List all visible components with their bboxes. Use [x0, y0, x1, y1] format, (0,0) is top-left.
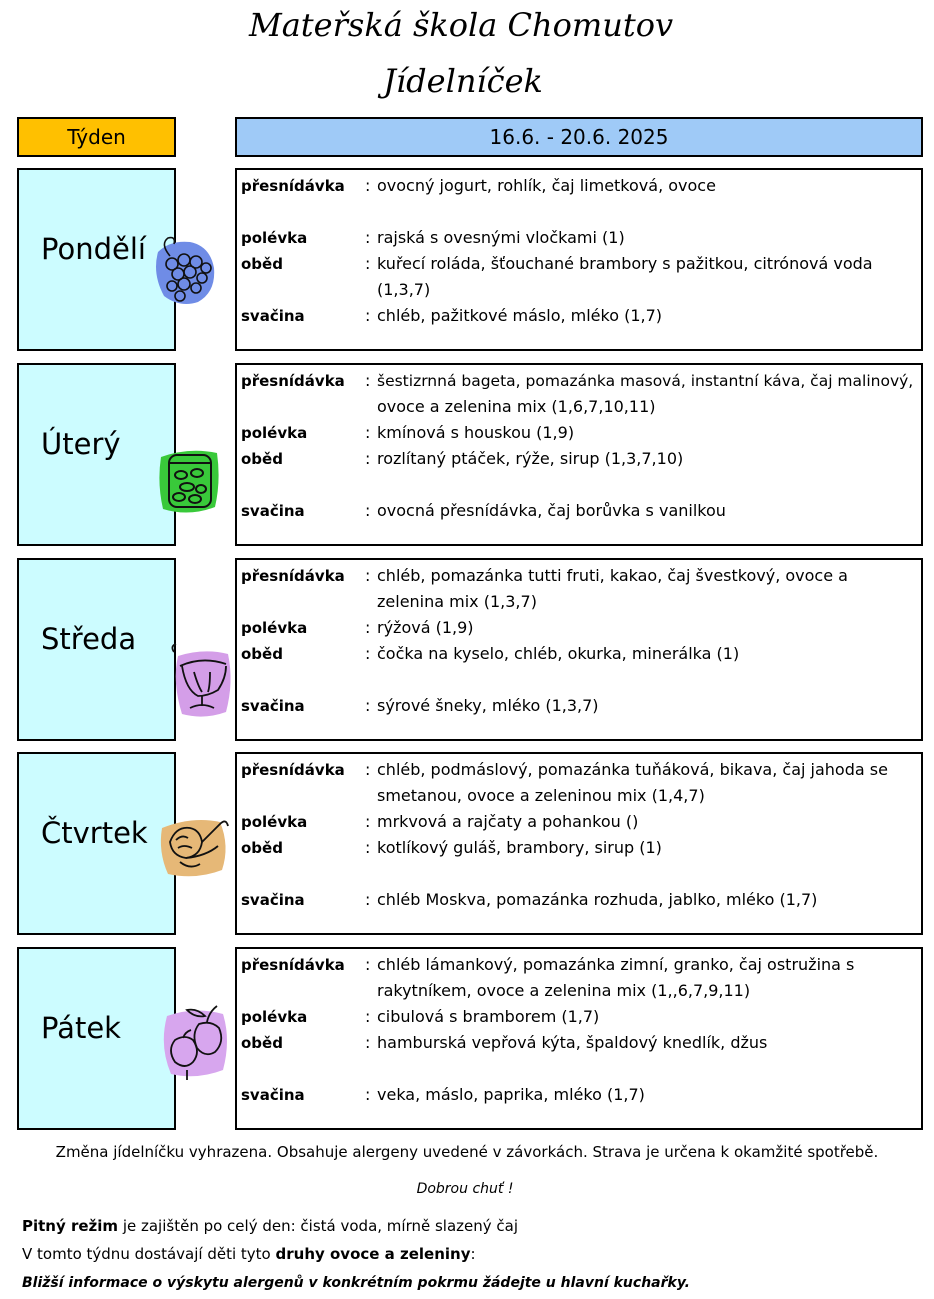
meal-text-line: smetanou, ovoce a zeleninou mix (1,4,7) — [377, 786, 705, 805]
day-name: Středa — [41, 622, 137, 656]
meal-text — [377, 420, 925, 446]
meal-label: polévka — [241, 229, 308, 247]
fruit-note-bold: druhy ovoce a zeleniny — [275, 1245, 471, 1263]
meal-text — [377, 303, 925, 329]
meal-label: svačina — [241, 502, 305, 520]
separator-colon: : — [365, 566, 371, 585]
allergen-info: Bližší informace o výskytu alergenů v konkrétním pokrmu žádejte u hlavní kuchařky. — [22, 1275, 690, 1291]
meal-text — [377, 641, 925, 667]
meal-text-line: ovoce a zelenina mix (1,6,7,10,11) — [377, 397, 656, 416]
day-box — [17, 947, 176, 1130]
separator-colon: : — [365, 501, 371, 520]
meal-text-line: veka, máslo, paprika, mléko (1,7) — [377, 1085, 645, 1104]
separator-colon: : — [365, 423, 371, 442]
menu-notice: Změna jídelníčku vyhrazena. Obsahuje alergeny uvedené v závorkách. Strava je určena k okamžité spotřebě. — [55, 1143, 879, 1161]
cornucopia-icon — [156, 812, 236, 886]
meal-text — [377, 446, 925, 472]
meal-text — [377, 563, 925, 615]
separator-colon: : — [365, 449, 371, 468]
meal-label: přesnídávka — [241, 177, 345, 195]
menu-box — [235, 168, 923, 351]
meal-text-line: chléb lámankový, pomazánka zimní, granko, čaj ostružina s — [377, 955, 855, 974]
sundae-icon — [168, 642, 238, 726]
day-name: Pátek — [41, 1011, 121, 1045]
meal-text — [377, 225, 925, 251]
meal-text — [377, 1030, 925, 1056]
meal-text — [377, 809, 925, 835]
separator-colon: : — [365, 838, 371, 857]
meal-text — [377, 368, 925, 420]
meal-text — [377, 173, 925, 199]
meal-text-line: mrkvová a rajčaty a pohankou () — [377, 812, 639, 831]
meal-text-line: chléb Moskva, pomazánka rozhuda, jablko, mléko (1,7) — [377, 890, 818, 909]
greeting: Dobrou chuť ! — [416, 1181, 514, 1197]
meal-label: oběd — [241, 839, 283, 857]
separator-colon: : — [365, 955, 371, 974]
fruit-note — [22, 1245, 476, 1263]
meal-text-line: cibulová s bramborem (1,7) — [377, 1007, 600, 1026]
meal-text-line: ovocný jogurt, rohlík, čaj limetková, ovoce — [377, 176, 716, 195]
drink-note-text: je zajištěn po celý den: čistá voda, mírně slazený čaj — [118, 1217, 519, 1235]
meal-text — [377, 251, 925, 303]
menu-box — [235, 947, 923, 1130]
grapes-icon — [150, 234, 220, 313]
meal-text-line: čočka na kyselo, chléb, okurka, minerálka (1) — [377, 644, 740, 663]
day-name: Pondělí — [41, 232, 146, 266]
separator-colon: : — [365, 1085, 371, 1104]
meal-text — [377, 615, 925, 641]
separator-colon: : — [365, 760, 371, 779]
meal-label: polévka — [241, 1008, 308, 1026]
meal-label: oběd — [241, 255, 283, 273]
meal-text — [377, 1004, 925, 1030]
week-label: Týden — [17, 117, 176, 157]
meal-text-line: chléb, podmáslový, pomazánka tuňáková, bikava, čaj jahoda se — [377, 760, 888, 779]
separator-colon: : — [365, 644, 371, 663]
meal-text-line: rozlítaný ptáček, rýže, sirup (1,3,7,10) — [377, 449, 684, 468]
meal-text — [377, 887, 925, 913]
menu-box — [235, 752, 923, 935]
apples-icon — [157, 996, 237, 1085]
separator-colon: : — [365, 1007, 371, 1026]
day-box — [17, 558, 176, 741]
meal-label: svačina — [241, 891, 305, 909]
fruit-note-end: : — [470, 1245, 476, 1263]
meal-text — [377, 952, 925, 1004]
meal-label: přesnídávka — [241, 567, 345, 585]
meal-label: přesnídávka — [241, 956, 345, 974]
meal-text — [377, 835, 925, 861]
meal-text-line: kotlíkový guláš, brambory, sirup (1) — [377, 838, 662, 857]
meal-text-line: ovocná přesnídávka, čaj borůvka s vanilkou — [377, 501, 726, 520]
meal-label: polévka — [241, 619, 308, 637]
meal-text-line: kmínová s houskou (1,9) — [377, 423, 575, 442]
day-box — [17, 363, 176, 546]
separator-colon: : — [365, 306, 371, 325]
separator-colon: : — [365, 228, 371, 247]
day-box — [17, 752, 176, 935]
meal-text-line: hamburská vepřová kýta, špaldový knedlík, džus — [377, 1033, 768, 1052]
meal-label: oběd — [241, 1034, 283, 1052]
meal-text — [377, 1082, 925, 1108]
day-name: Čtvrtek — [41, 816, 148, 850]
drink-note — [22, 1217, 518, 1235]
separator-colon: : — [365, 254, 371, 273]
day-name: Úterý — [41, 427, 121, 461]
meal-label: svačina — [241, 697, 305, 715]
separator-colon: : — [365, 890, 371, 909]
menu-title: Jídelníček — [383, 62, 543, 100]
week-range: 16.6. - 20.6. 2025 — [235, 117, 923, 157]
meal-text-line: šestizrnná bageta, pomazánka masová, instantní káva, čaj malinový, — [377, 372, 914, 390]
separator-colon: : — [365, 696, 371, 715]
meal-text-line: rajská s ovesnými vločkami (1) — [377, 228, 625, 247]
meal-label: oběd — [241, 645, 283, 663]
meal-text — [377, 757, 925, 809]
meal-label: svačina — [241, 307, 305, 325]
separator-colon: : — [365, 1033, 371, 1052]
school-title: Mateřská škola Chomutov — [248, 6, 674, 44]
meal-text-line: sýrové šneky, mléko (1,3,7) — [377, 696, 599, 715]
jar-icon — [155, 443, 225, 522]
drink-note-bold: Pitný režim — [22, 1217, 119, 1235]
meal-label: polévka — [241, 424, 308, 442]
meal-text-line: zelenina mix (1,3,7) — [377, 592, 537, 611]
meal-label: svačina — [241, 1086, 305, 1104]
meal-label: polévka — [241, 813, 308, 831]
meal-text-line: chléb, pomazánka tutti fruti, kakao, čaj švestkový, ovoce a — [377, 566, 848, 585]
menu-box — [235, 558, 923, 741]
meal-label: přesnídávka — [241, 372, 345, 390]
menu-box — [235, 363, 923, 546]
meal-text-line: (1,3,7) — [377, 280, 431, 299]
separator-colon: : — [365, 371, 371, 390]
meal-text — [377, 498, 925, 524]
meal-label: přesnídávka — [241, 761, 345, 779]
separator-colon: : — [365, 176, 371, 195]
meal-label: oběd — [241, 450, 283, 468]
separator-colon: : — [365, 618, 371, 637]
meal-text-line: rýžová (1,9) — [377, 618, 474, 637]
meal-text-line: chléb, pažitkové máslo, mléko (1,7) — [377, 306, 663, 325]
separator-colon: : — [365, 812, 371, 831]
meal-text — [377, 693, 925, 719]
meal-text-line: kuřecí roláda, šťouchané brambory s pažitkou, citrónová voda — [377, 254, 873, 273]
fruit-note-text: V tomto týdnu dostávají děti tyto — [22, 1245, 276, 1263]
meal-text-line: rakytníkem, ovoce a zelenina mix (1,,6,7,9,11) — [377, 981, 751, 1000]
